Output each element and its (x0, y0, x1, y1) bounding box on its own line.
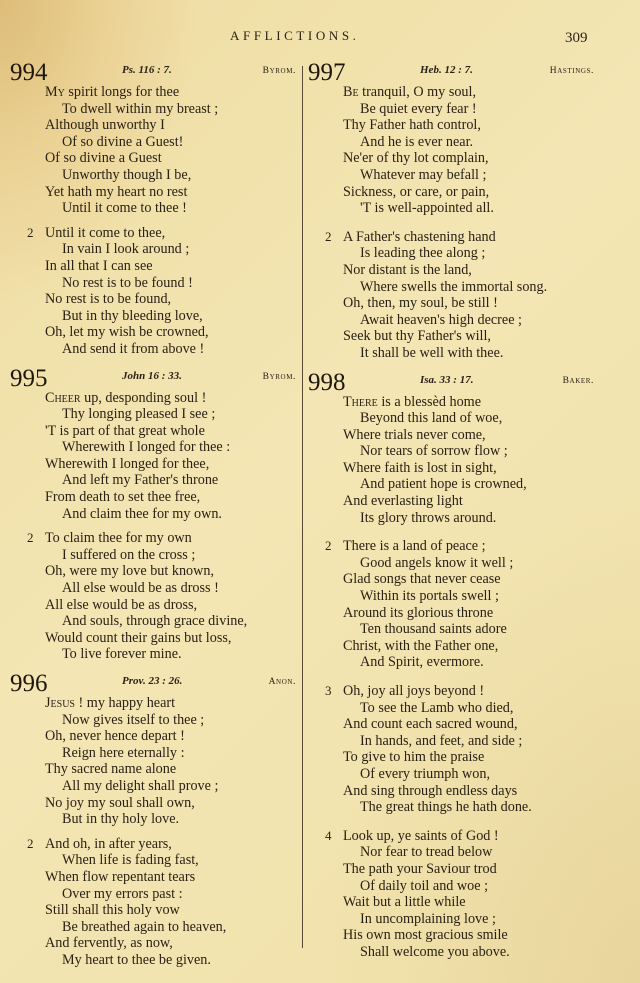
hymn-author: Anon. (268, 677, 296, 687)
stanza-1 (308, 84, 596, 217)
stanza-2 (10, 225, 298, 358)
scripture-reference: John 16 : 33. (122, 369, 182, 382)
verse-line: Nor tears of sorrow flow ; (360, 443, 508, 460)
verse-line: Where swells the immortal song. (360, 278, 548, 295)
verse-line: Ten thousand saints adore (360, 621, 507, 638)
verse-line: It shall be well with thee. (360, 344, 504, 361)
hymn-header (308, 368, 596, 396)
verse-line: 'T is part of that great whole (45, 422, 205, 439)
verse-line: Over my errors past : (62, 885, 183, 902)
verse-line: And count each sacred wound, (343, 716, 518, 733)
verse-line: My spirit longs for thee (45, 84, 180, 100)
verse-line: Wait but a little while (343, 894, 466, 911)
verse-line: Wherewith I longed for thee : (62, 439, 231, 456)
column-divider (302, 66, 303, 948)
verse-line: And Spirit, evermore. (360, 654, 484, 671)
stanza-4 (308, 828, 596, 961)
scripture-reference: Ps. 116 : 7. (122, 64, 172, 76)
verse-line: In all that I can see (45, 257, 153, 274)
verse-line: Jesus ! my happy heart (45, 695, 176, 711)
hymn-994 (10, 59, 298, 358)
verse-line: And oh, in after years, (45, 835, 172, 852)
verse-line: Cheer up, desponding soul ! (45, 389, 207, 406)
verse-line: No rest is to be found, (45, 291, 172, 308)
verse-line: No joy my soul shall own, (45, 794, 195, 811)
verse-line: And patient hope is crowned, (360, 476, 527, 493)
verse-line: Be breathed again to heaven, (62, 918, 227, 935)
verse-line: Where faith is lost in sight, (343, 459, 497, 476)
lead-word: Be (343, 84, 359, 100)
hymn-998 (308, 368, 596, 961)
verse-line: Yet hath my heart no rest (45, 183, 188, 200)
stanza-1 (10, 695, 298, 828)
hymn-number: 998 (308, 368, 346, 396)
verse-line: I suffered on the cross ; (62, 546, 196, 563)
verse-line: Await heaven's high decree ; (360, 311, 522, 328)
stanza-number: 2 (27, 224, 34, 240)
right-column (308, 59, 596, 961)
verse-line: All else would be as dross ! (62, 580, 219, 597)
verse-line: Is leading thee along ; (360, 245, 486, 262)
verse-line: Nor fear to tread below (360, 844, 493, 861)
stanza-number: 3 (325, 683, 332, 698)
hymn-number: 994 (10, 59, 48, 86)
verse-line: Although unworthy I (45, 117, 165, 134)
scripture-reference: Isa. 33 : 17. (420, 373, 474, 386)
verse-line: There is a land of peace ; (343, 538, 486, 555)
stanza-1 (10, 84, 298, 217)
stanza-number: 2 (27, 530, 34, 546)
verse-line: There is a blessèd home (343, 393, 482, 410)
stanza-1 (308, 394, 596, 527)
hymn-author: Baker. (562, 375, 594, 386)
verse-line: When life is fading fast, (62, 852, 199, 869)
hymn-author: Hastings. (549, 66, 594, 76)
verse-line: Be quiet every fear ! (360, 100, 477, 117)
verse-line: From death to set thee free, (45, 489, 201, 506)
stanza-number: 2 (27, 835, 34, 851)
verse-line: Shall welcome you above. (360, 943, 510, 960)
verse-line: Oh, joy all joys beyond ! (343, 683, 485, 699)
hymn-997 (308, 59, 596, 362)
verse-line: And claim thee for my own. (62, 505, 222, 522)
stanza-1 (10, 390, 298, 523)
verse-line: Oh, were my love but known, (45, 563, 215, 580)
verse-line: Ne'er of thy lot complain, (343, 150, 489, 167)
verse-line: Its glory throws around. (360, 509, 497, 526)
lead-word: Cheer (45, 389, 81, 406)
hymn-number: 997 (308, 59, 346, 86)
verse-line: Glad songs that never cease (343, 571, 501, 588)
verse-line: Oh, then, my soul, be still ! (343, 295, 498, 312)
lead-word: My (45, 84, 65, 100)
verse-line: And sing through endless days (343, 782, 518, 799)
verse-line: Look up, ye saints of God ! (343, 827, 499, 844)
stanza-3 (308, 683, 596, 816)
verse-line: 'T is well-appointed all. (360, 200, 494, 217)
verse-line: Christ, with the Father one, (343, 637, 499, 654)
verse-line: The great things he hath done. (360, 799, 532, 816)
verse-line: But in thy bleeding love, (62, 307, 203, 324)
verse-line: Still shall this holy vow (45, 902, 180, 919)
verse-line: To live forever mine. (62, 646, 182, 663)
stanza-2 (10, 836, 298, 969)
hymn-number: 995 (10, 364, 48, 392)
verse-line: Reign here eternally : (62, 744, 185, 761)
verse-line: To claim thee for my own (45, 530, 192, 547)
left-column (10, 59, 298, 969)
verse-line: Oh, never hence depart ! (45, 728, 185, 745)
verse-line: The path your Saviour trod (343, 860, 497, 877)
verse-line: Good angels know it well ; (360, 554, 514, 571)
page-number: 309 (565, 30, 588, 46)
verse-line: Sickness, or care, or pain, (343, 183, 490, 200)
hymn-number: 996 (10, 670, 48, 697)
lead-word: There (343, 393, 378, 410)
hymn-header (10, 670, 298, 697)
verse-line: No rest is to be found ! (62, 274, 193, 291)
hymn-header (10, 59, 298, 86)
verse-line: Would count their gains but loss, (45, 629, 232, 646)
stanza-2 (308, 229, 596, 362)
verse-line: My heart to thee be given. (62, 951, 211, 968)
lead-word: Jesus (45, 695, 75, 711)
scripture-reference: Heb. 12 : 7. (420, 64, 473, 76)
verse-line: All else would be as dross, (45, 596, 198, 613)
hymn-author: Byrom. (262, 66, 296, 76)
verse-line: Be tranquil, O my soul, (343, 84, 477, 100)
verse-line: Whatever may befall ; (360, 166, 487, 183)
hymn-995 (10, 364, 298, 664)
verse-line: And souls, through grace divine, (62, 613, 248, 630)
verse-line: Beyond this land of woe, (360, 410, 503, 427)
verse-line: Of so divine a Guest! (62, 133, 184, 150)
verse-line: To see the Lamb who died, (360, 699, 514, 716)
verse-line: Of daily toil and woe ; (360, 877, 489, 894)
verse-line: In uncomplaining love ; (360, 910, 496, 927)
stanza-2 (308, 538, 596, 671)
stanza-number: 2 (325, 228, 332, 244)
verse-line: Within its portals swell ; (360, 588, 499, 605)
stanza-number: 2 (325, 538, 332, 554)
verse-line: Until it come to thee, (45, 224, 166, 241)
hymn-header (10, 364, 298, 392)
verse-line: To give to him the praise (343, 749, 485, 766)
hymn-author: Byrom. (262, 371, 296, 382)
verse-line: A Father's chastening hand (343, 228, 496, 245)
verse-line: Thy Father hath control, (343, 117, 481, 134)
verse-line: His own most gracious smile (343, 927, 508, 944)
verse-line: Seek but thy Father's will, (343, 328, 491, 345)
verse-line: Of so divine a Guest (45, 150, 162, 167)
stanza-number: 4 (325, 827, 332, 843)
verse-line: Thy longing pleased I see ; (62, 406, 216, 423)
verse-line: In vain I look around ; (62, 241, 190, 258)
verse-line: To dwell within my breast ; (62, 100, 219, 117)
verse-line: But in thy holy love. (62, 811, 180, 828)
verse-line: Where trials never come, (343, 426, 486, 443)
verse-line: Thy sacred name alone (45, 761, 177, 778)
verse-line: All my delight shall prove ; (62, 777, 219, 794)
verse-line: Unworthy though I be, (62, 166, 192, 183)
scripture-reference: Prov. 23 : 26. (122, 675, 183, 687)
verse-line: And left my Father's throne (62, 472, 219, 489)
verse-line: Around its glorious throne (343, 604, 494, 621)
verse-line: Now gives itself to thee ; (62, 711, 205, 728)
stanza-2 (10, 530, 298, 663)
verse-line: When flow repentant tears (45, 868, 196, 885)
verse-line: Until it come to thee ! (62, 200, 187, 217)
verse-line: And he is ever near. (360, 133, 474, 150)
verse-line: And everlasting light (343, 493, 463, 510)
section-title: AFFLICTIONS. (230, 28, 360, 43)
verse-line: Nor distant is the land, (343, 261, 472, 278)
verse-line: Wherewith I longed for thee, (45, 455, 210, 472)
verse-line: In hands, and feet, and side ; (360, 732, 523, 749)
hymn-996 (10, 670, 298, 969)
verse-line: Oh, let my wish be crowned, (45, 324, 209, 341)
verse-line: And fervently, as now, (45, 935, 173, 952)
hymn-header (308, 59, 596, 86)
verse-line: And send it from above ! (62, 340, 205, 357)
running-head (0, 28, 640, 48)
verse-line: Of every triumph won, (360, 765, 491, 782)
